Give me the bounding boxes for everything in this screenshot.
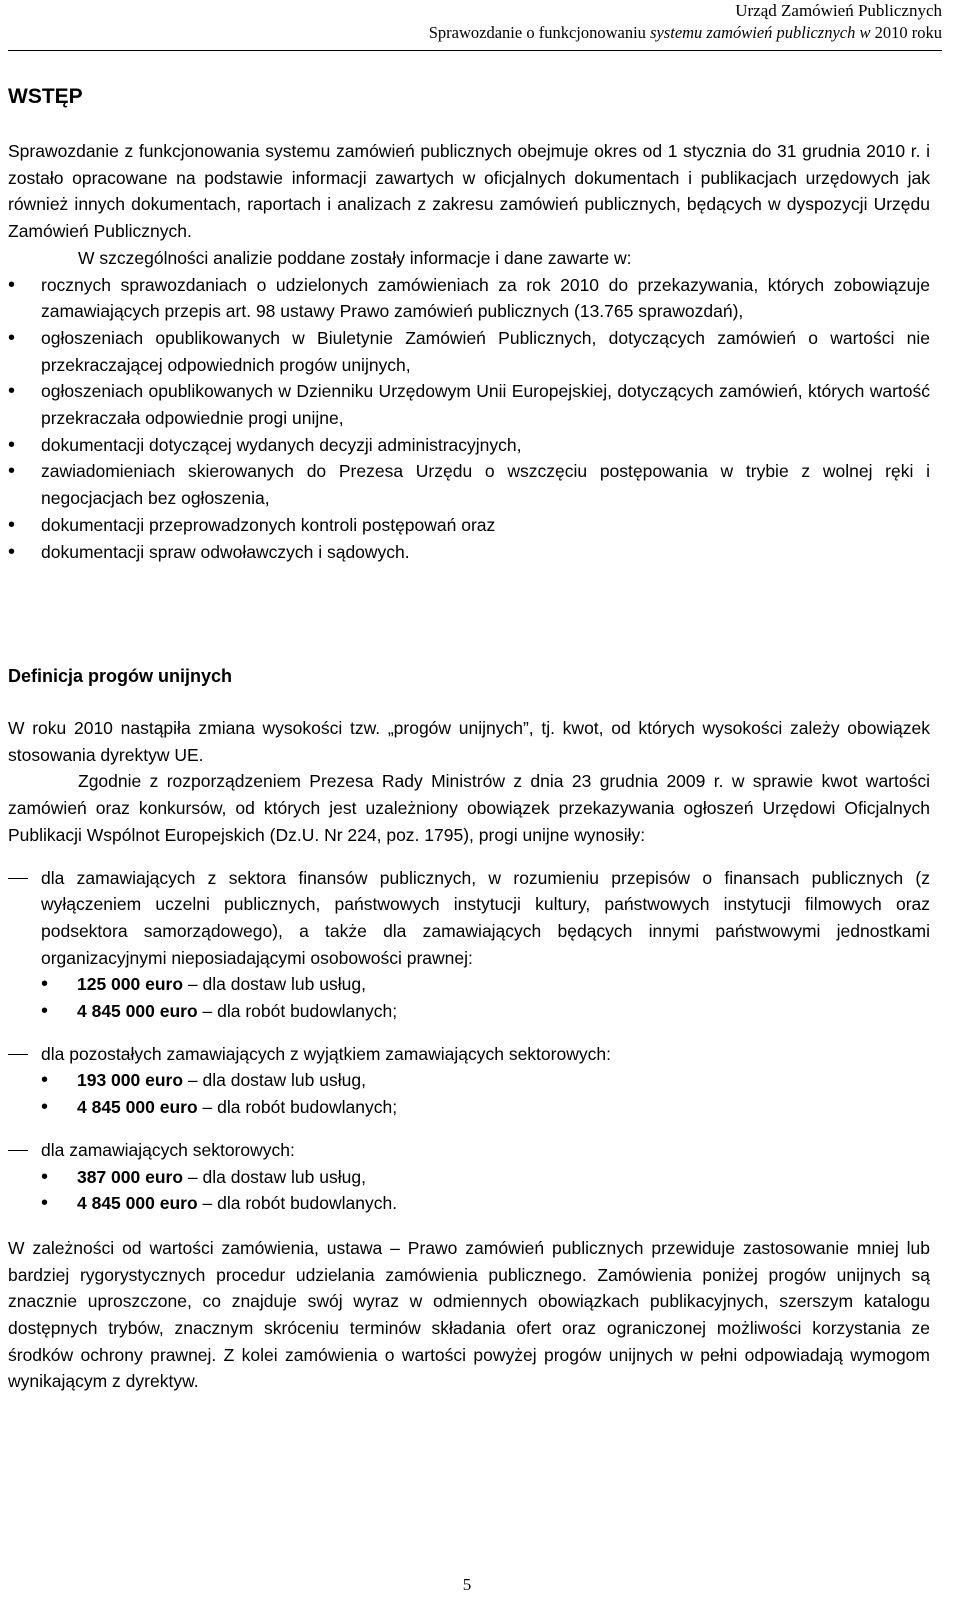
threshold-desc: – dla robót budowlanych;	[197, 1097, 398, 1118]
threshold-group	[8, 1041, 930, 1121]
threshold-item	[41, 1067, 930, 1094]
threshold-amount: 4 845 000 euro	[77, 1097, 198, 1118]
threshold-desc: – dla dostaw lub usług,	[183, 1070, 366, 1091]
threshold-item	[41, 1190, 930, 1217]
intro-heading: WSTĘP	[8, 85, 83, 108]
header-subtitle-pre: Sprawozdanie o funkcjonowaniu	[428, 23, 651, 42]
threshold-amount: 4 845 000 euro	[77, 1193, 198, 1214]
definition-section	[8, 715, 930, 1395]
group-description: dla zamawiających sektorowych:	[41, 1139, 295, 1160]
header-subtitle-italic: systemu zamówień publicznych w	[650, 23, 871, 42]
threshold-item	[41, 998, 930, 1025]
threshold-item	[41, 1094, 930, 1121]
source-item: • dokumentacji przeprowadzonych kontroli postępowań oraz	[8, 512, 930, 539]
threshold-amount: 387 000 euro	[77, 1166, 184, 1187]
group-description: dla pozostałych zamawiających z wyjątkiem zamawiających sektorowych:	[41, 1043, 611, 1064]
threshold-group	[8, 1137, 930, 1217]
threshold-list	[41, 1067, 930, 1120]
intro-paragraph: Sprawozdanie z funkcjonowania systemu zamówień publicznych obejmuje okres od 1 stycznia do 31 grudnia 2010 r. i zostało opracowane na podstawie informacji zawartych w oficjalnych dokumentach i publikacjach urzędowych jak również innych dokumentach, raportach i analizach z zakresu zamówień publicznych, będących w dyspozycji Urzędu Zamówień Publicznych.	[8, 141, 930, 242]
definition-paragraph: W roku 2010 nastąpiła zmiana wysokości tzw. „progów unijnych”, tj. kwot, od których wysokości zależy obowiązek stosowania dyrektyw UE.	[8, 718, 930, 765]
header-subtitle-post: 2010 roku	[870, 23, 942, 42]
threshold-amount: 193 000 euro	[77, 1070, 184, 1091]
definition-heading: Definicja progów unijnych	[8, 666, 233, 686]
group-description: dla zamawiających z sektora finansów publicznych, w rozumieniu przepisów o finansach publicznych (z wyłączeniem uczelni publicznych, państwowych instytucji kultury, państwowych instytucji filmowych oraz podsektora samorządowego), a także dla zamawiających będących innymi państwowymi jednostkami organizacyjnymi nieposiadającymi osobowości prawnej:	[41, 867, 930, 968]
threshold-groups	[8, 865, 930, 1217]
threshold-amount: 4 845 000 euro	[77, 1001, 198, 1022]
header-subtitle	[429, 22, 942, 44]
source-item: • dokumentacji dotyczącej wydanych decyzji administracyjnych,	[8, 432, 930, 459]
header-divider	[8, 50, 942, 51]
source-item: • ogłoszeniach opublikowanych w Biuletynie Zamówień Publicznych, dotyczących zamówień o wartości nie przekraczającej odpowiednich progów unijnych,	[8, 325, 930, 378]
threshold-amount: 125 000 euro	[77, 974, 184, 995]
source-item: • zawiadomieniach skierowanych do Prezesa Urzędu o wszczęciu postępowania w trybie z wolnej ręki i negocjacjach bez ogłoszenia,	[8, 458, 930, 511]
threshold-desc: – dla robót budowlanych;	[197, 1001, 398, 1022]
closing-paragraph: W zależności od wartości zamówienia, ustawa – Prawo zamówień publicznych przewiduje zastosowanie mniej lub bardziej rygorystycznych procedur udzielania zamówienia publicznego. Zamówienia poniżej progów unijnych są znacznie uproszczone, co znajduje swój wyraz w odmiennych obowiązkach publikacyjnych, szerszym katalogu dostępnych trybów, znacznym skróceniu terminów składania ofert oraz ograniczonej możliwości korzystania ze środków ochrony prawnej. Z kolei zamówienia o wartości powyżej progów unijnych w pełni odpowiadają wymogom wynikającym z dyrektyw.	[8, 1237, 930, 1392]
threshold-list	[41, 1164, 930, 1217]
source-item: • ogłoszeniach opublikowanych w Dzienniku Urzędowym Unii Europejskiej, dotyczących zamówień, których wartość przekraczała odpowiednie progi unijne,	[8, 378, 930, 431]
intro-section	[8, 138, 930, 565]
header-org: Urząd Zamówień Publicznych	[735, 1, 942, 20]
source-item: • rocznych sprawozdaniach o udzielonych zamówieniach za rok 2010 do przekazywania, których zobowiązuje zamawiających przepis art. 98 ustawy Prawo zamówień publicznych (13.765 sprawozdań),	[8, 272, 930, 325]
intro-lead: W szczególności analizie poddane zostały informacje i dane zawarte w:	[78, 247, 632, 268]
threshold-item	[41, 1164, 930, 1191]
source-list	[8, 272, 930, 566]
threshold-desc: – dla robót budowlanych.	[197, 1193, 398, 1214]
threshold-desc: – dla dostaw lub usług,	[183, 1166, 366, 1187]
source-item: • dokumentacji spraw odwoławczych i sądowych.	[8, 539, 930, 566]
threshold-group	[8, 865, 930, 1025]
threshold-list	[41, 971, 930, 1024]
regulation-paragraph: Zgodnie z rozporządzeniem Prezesa Rady Ministrów z dnia 23 grudnia 2009 r. w sprawie kwot wartości zamówień oraz konkursów, od których jest uzależniony obowiązek przekazywania ogłoszeń Urzędowi Oficjalnych Publikacji Wspólnot Europejskich (Dz.U. Nr 224, poz. 1795), progi unijne wynosiły:	[8, 771, 930, 845]
threshold-item	[41, 971, 930, 998]
threshold-desc: – dla dostaw lub usług,	[183, 974, 366, 995]
page-number: 5	[462, 1575, 472, 1594]
running-header	[429, 0, 942, 44]
